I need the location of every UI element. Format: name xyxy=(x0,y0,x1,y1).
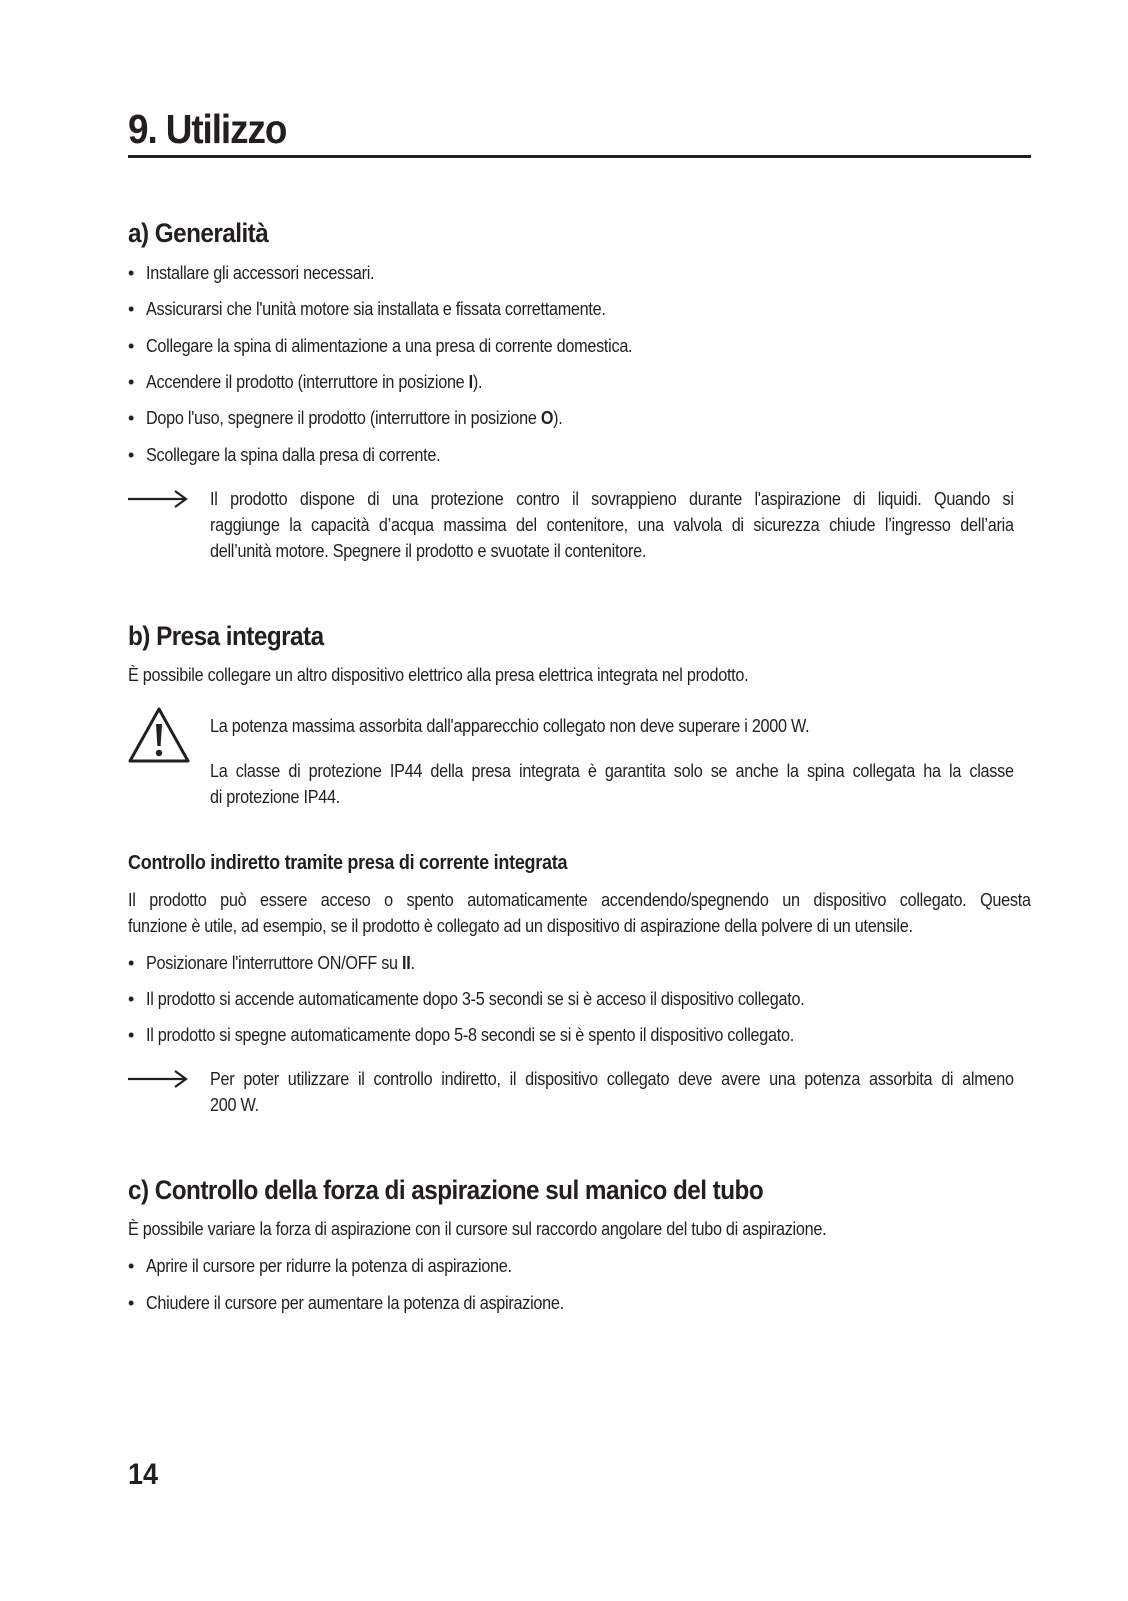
title-rule xyxy=(128,155,1031,158)
section-a-note-line-3: dell’unità motore. Spegnere il prodotto e svuotate il contenitore. xyxy=(210,541,647,561)
section-c-intro: È possibile variare la forza di aspirazione con il cursore sul raccordo angolare del tubo di aspirazione. xyxy=(128,1219,827,1239)
section-a-bullet-4: Accendere il prodotto (interruttore in posizione I). xyxy=(146,372,483,392)
section-a-bullet-2: Assicurarsi che l'unità motore sia installata e fissata correttamente. xyxy=(146,299,606,319)
section-b-bullet-3: Il prodotto si spegne automaticamente dopo 5-8 secondi se si è spento il dispositivo collegato. xyxy=(146,1025,794,1045)
section-b-warning-2-line-2: di protezione IP44. xyxy=(210,787,340,807)
section-b-note-line-2: 200 W. xyxy=(210,1095,259,1115)
section-b-subheading: Controllo indiretto tramite presa di corrente integrata xyxy=(128,852,568,874)
section-b-note-line-1: Per poter utilizzare il controllo indiretto, il dispositivo collegato deve avere una potenza assorbita di almeno xyxy=(210,1069,1014,1089)
bullet-dot: • xyxy=(128,263,135,283)
section-a-note-line-2: raggiunge la capacità d’acqua massima del contenitore, una valvola di sicurezza chiude l’ingresso dell’aria xyxy=(210,515,1014,535)
bullet-dot: • xyxy=(128,336,135,356)
section-b-sub-intro-line-1: Il prodotto può essere acceso o spento automaticamente accendendo/spegnendo un dispositivo collegato. Questa xyxy=(128,890,1031,910)
section-c-heading: c) Controllo della forza di aspirazione sul manico del tubo xyxy=(128,1175,764,1205)
bullet-dot: • xyxy=(128,989,135,1009)
section-b-intro: È possibile collegare un altro dispositivo elettrico alla presa elettrica integrata nel prodotto. xyxy=(128,665,749,685)
arrow-right-icon xyxy=(127,1069,189,1089)
bullet-dot: • xyxy=(128,1256,135,1276)
section-b-bullet-1: Posizionare l'interruttore ON/OFF su II. xyxy=(146,953,415,973)
arrow-right-icon xyxy=(127,489,189,509)
section-a-bullet-5: Dopo l'uso, spegnere il prodotto (interruttore in posizione O). xyxy=(146,408,563,428)
section-a-bullet-1: Installare gli accessori necessari. xyxy=(146,263,375,283)
section-b-warning-1: La potenza massima assorbita dall'apparecchio collegato non deve superare i 2000 W. xyxy=(210,716,810,736)
section-a-note-line-1: Il prodotto dispone di una protezione contro il sovrappieno durante l'aspirazione di liquidi. Quando si xyxy=(210,489,1014,509)
bullet-dot: • xyxy=(128,299,135,319)
bullet-dot: • xyxy=(128,1293,135,1313)
section-a-bullet-6: Scollegare la spina dalla presa di corrente. xyxy=(146,445,441,465)
page-title: 9. Utilizzo xyxy=(128,106,287,152)
bullet-dot: • xyxy=(128,1025,135,1045)
section-c-bullet-2: Chiudere il cursore per aumentare la potenza di aspirazione. xyxy=(146,1293,564,1313)
section-c-bullet-1: Aprire il cursore per ridurre la potenza di aspirazione. xyxy=(146,1256,512,1276)
bullet-dot: • xyxy=(128,408,135,428)
warning-icon xyxy=(127,705,191,765)
bullet-dot: • xyxy=(128,372,135,392)
section-a-bullet-3: Collegare la spina di alimentazione a una presa di corrente domestica. xyxy=(146,336,633,356)
section-b-heading: b) Presa integrata xyxy=(128,621,324,651)
page-number: 14 xyxy=(128,1458,159,1491)
bullet-dot: • xyxy=(128,445,135,465)
bullet-dot: • xyxy=(128,953,135,973)
section-b-bullet-2: Il prodotto si accende automaticamente dopo 3-5 secondi se si è acceso il dispositivo collegato. xyxy=(146,989,805,1009)
section-b-sub-intro-line-2: funzione è utile, ad esempio, se il prodotto è collegato ad un dispositivo di aspirazione della polvere di un utensile. xyxy=(128,916,913,936)
section-a-heading: a) Generalità xyxy=(128,218,269,248)
section-b-warning-2-line-1: La classe di protezione IP44 della presa integrata è garantita solo se anche la spina collegata ha la classe xyxy=(210,761,1014,781)
